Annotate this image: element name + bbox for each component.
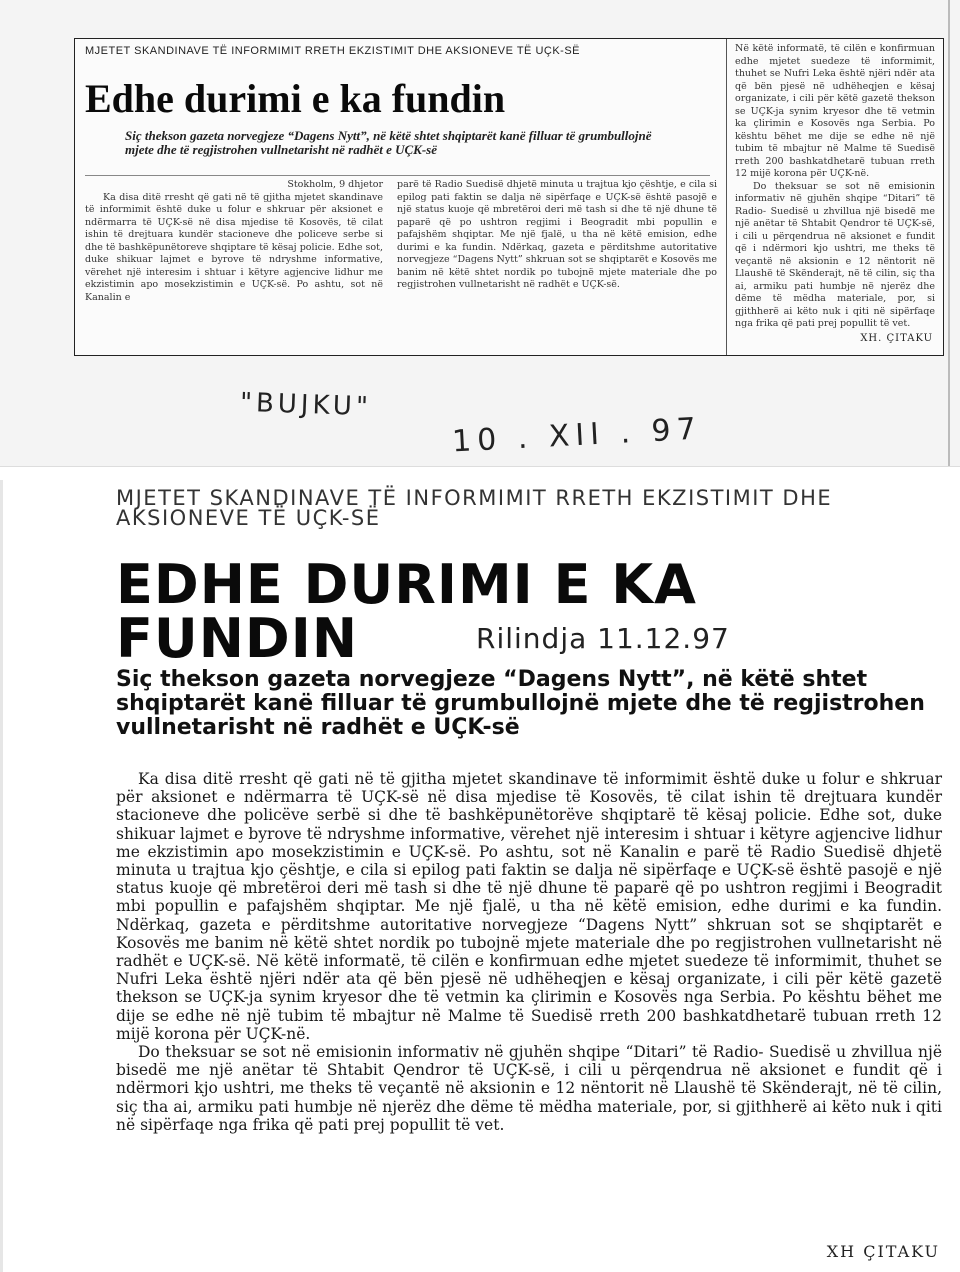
handwritten-date: 10 . XII . 97	[451, 411, 703, 460]
bottom-body	[116, 770, 942, 1134]
handwritten-paper-name: "BUJKU"	[239, 387, 373, 423]
top-column-3-paragraph-2: Do theksuar se sot në emisionin informativ në gjuhën shqipe “Ditari” të Radio- Suedisë u zhvillua një bisedë me një anëtar të Shtabit Qendror të UÇK-së, i cili u përqendrua në aksionet e fundit që i ndërmori kjo ushtri, me theks të veçantë në aksionin e 12 nëntorit në Llaushë të Skënderajt, në të cilin, siç tha ai, armiku pati humbje në njerëz dhe dëme të mëdha materiale, por, si gjithherë ai këto nuk i qiti në sipërfaqe nga frika që pati prej popullit të vet.	[735, 180, 935, 329]
top-column-1	[85, 179, 383, 304]
bottom-body-paragraph-2: Do theksuar se sot në emisionin informativ në gjuhën shqipe “Ditari” të Radio- Suedisë u zhvillua një bisedë me një anëtar të Shtabit Qendror të UÇK-së, i cili u përqendrua në aksionet e fundit që i ndërmori kjo ushtri, me theks të veçantë në aksionin e 12 nëntorit në Llaushë të Skënderajt, në të cilin, siç tha ai, armiku pati humbje në njerëz dhe dëme të mëdha materiale, por, si gjithherë ai këto nuk i qiti në sipërfaqe nga frika që pati prej popullit të vet.	[116, 1043, 942, 1134]
top-column-3-paragraph-1: Në këtë informatë, të cilën e konfirmuan edhe mjetet suedeze të informimit, thuhet se Nufri Leka është njëri ndër ata që bën pjesë në udhëheqjen e kësaj organizate, i cili për këtë gazetë thekson se UÇK-ja synim kryesor dhe të vetmin ka çlirimin e Kosovës nga Serbia. Po kështu bëhet me dije se edhe në një tubim të mbajtur në Malme të Suedisë rreth 200 bashkatdhetarë tubuan rreth 12 mijë korona për UÇK-në.	[735, 43, 935, 179]
top-clipping	[0, 0, 960, 466]
top-byline: XH. ÇITAKU	[860, 333, 933, 344]
top-clipping-edge	[948, 0, 950, 466]
top-column-3	[735, 43, 935, 331]
top-divider-rule	[85, 175, 710, 176]
bottom-body-paragraph-1: Ka disa ditë rresht që gati në të gjitha mjetet skandinave të informimit është duke u folur e shkruar për aksionet e ndërmarra të UÇK-së në disa mjedise të Kosovës, të cilat ishin të drejtuara kundër stacioneve dhe policëve serbë si dhe të bashkëpunëtorëve shqiptarë të kësaj policie. Edhe sot, duke shikuar lajmet e byrove të ndryshme informative, vërehet një interesim i shtuar i këtyre agjencive lidhur me ekzistimin apo mosekzistimin e UÇK-së. Po ashtu, sot në Kanalin e parë të Radio Suedisë dhjetë minuta u trajtua kjo çështje, e cila si epilog pati faktin se dalja në sipërfaqe e UÇK-së është pasojë e një status kuoje që mbretëroi deri më tash si dhe të një dhune të paparë që po ushtron regjimi i Beogradit mbi popullin e pafajshëm shqiptar. Me një fjalë, u tha në këtë emision, edhe durimi e ka fundin. Ndërkaq, gazeta e përditshme autoritative norvegjeze “Dagens Nytt” shkruan sot se shqiptarët e Kosovës me banim në këtë shtet nordik po tubojnë mjete materiale dhe po regjistrohen vullnetarisht në radhët e UÇK-së. Në këtë informatë, të cilën e konfirmuan edhe mjetet suedeze të informimit, thuhet se Nufri Leka është njëri ndër ata që bën pjesë në udhëheqjen e kësaj organizate, i cili për këtë gazetë thekson se UÇK-ja synim kryesor dhe të vetmin ka çlirimin e Kosovës nga Serbia. Po kështu bëhet me dije se edhe në një tubim të mbajtur në Malme të Suedisë rreth 200 bashkatdhetarë tubuan rreth 12 mijë korona për UÇK-në.	[116, 770, 942, 1043]
top-dateline: Stokholm, 9 dhjetor	[287, 179, 383, 190]
bottom-clipping-edge	[0, 480, 3, 1272]
top-column-2	[397, 179, 717, 292]
clipping-divider	[0, 466, 960, 481]
bottom-clipping	[0, 480, 960, 1272]
top-column-1-text: Ka disa ditë rresht që gati në të gjitha mjetet skandinave të informimit është duke u folur e shkruar për aksionet e ndërmarra të UÇK-së në disa mjedise të Kosovës, të cilat ishin të drejtuara kundër stacioneve dhe policeve serbe si dhe të bashkëpunëtoreve shqiptare të kësaj policie. Edhe sot, duke shikuar lajmet e byrove të ndryshme informative, vërehet një interesim i shtuar i këtyre agjencive lidhur me ekzistimin apo mosekzistimin e UÇK-së. Po ashtu, sot në Kanalin e	[85, 191, 383, 303]
top-article-frame	[74, 38, 944, 356]
top-kicker: MJETET SKANDINAVE TË INFORMIMIT RRETH EKZISTIMIT DHE AKSIONEVE TË UÇK-SË	[85, 45, 581, 57]
top-deck: Siç thekson gazeta norvegjeze “Dagens Nytt”, në këtë shtet shqiptarët kanë filluar të grumbullojnë mjete dhe të regjistrohen vullnetarisht në radhët e UÇK-së	[125, 128, 652, 157]
handwritten-source-note: Rilindja 11.12.97	[476, 622, 730, 655]
top-column-separator	[726, 39, 727, 355]
bottom-headline: EDHE DURIMI E KA FUNDIN	[116, 553, 697, 670]
top-headline: Edhe durimi e ka fundin	[85, 76, 506, 121]
bottom-deck: Siç thekson gazeta norvegjeze “Dagens Nytt”, në këtë shtet shqiptarët kanë filluar të grumbullojnë mjete dhe të regjistrohen vullnetarisht në radhët e UÇK-së	[116, 667, 925, 740]
bottom-byline: XH ÇITAKU	[826, 1242, 940, 1261]
bottom-kicker: MJETET SKANDINAVE TË INFORMIMIT RRETH EKZISTIMIT DHE AKSIONEVE TË UÇK-SË	[116, 486, 833, 530]
top-column-2-text: parë të Radio Suedisë dhjetë minuta u trajtua kjo çështje, e cila si epilog pati faktin se dalja në sipërfaqe e UÇK-së është pasojë e një status kuoje që mbretëroi deri më tash si dhe të një dhune të paparë që po ushtron regjimi i Beogradit mbi popullin e pafajshëm shqiptar. Me një fjalë, u tha në këtë emision, edhe durimi e ka fundin. Ndërkaq, gazeta e përditshme autoritative norvegjeze “Dagens Nytt” shkruan sot se shqiptarët e Kosovës me banim në këtë shtet nordik po tubojnë mjete materiale dhe po regjistrohen vullnetarisht në radhët e UÇK-së.	[397, 179, 717, 290]
